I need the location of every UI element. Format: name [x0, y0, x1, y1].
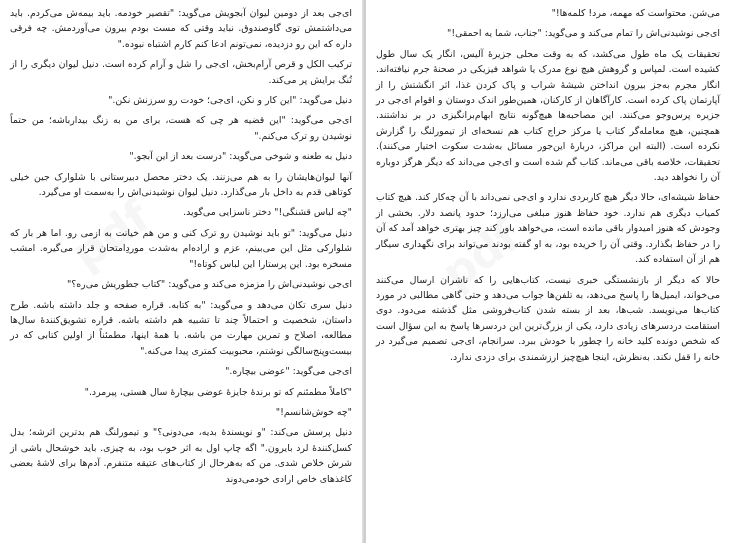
left-paragraph-1: ای‌جی بعد از دومین لیوان آبجویش می‌گوید: "تقصیر خودمه. باید بیمه‌ش می‌کردم. باید می‌داشتمش توی گاوصندوق. نباید وقتی که مست بودم بیرون می‌آوردمش. چه فرقی داره که این رو دزدیده، نمی‌تونم ادعا کنم کارم اشتباه نبوده.": [10, 8, 352, 50]
left-paragraph-7: "چه لباس قشنگی!" دختر ناسزایی می‌گوید.: [183, 207, 352, 219]
left-paragraph-4: ای‌جی می‌گوید: "این قضیه هر چی که هست، برای من به زنگ بیدارباشه؛ من حتماً نوشیدن رو ترک می‌کنم.": [10, 115, 352, 142]
left-paragraph-8: دنیل می‌گوید: "تو باید نوشیدن رو ترک کنی و من هم خیانت به ازمی رو. اما هر بار که شلوارکی مثل این می‌بینم، عزم و اراده‌ام به‌شدت موردِامتحان قرار می‌گیره. امشب مسخره بود. این پرستارا این لباس کوتاه!": [10, 227, 352, 270]
left-paragraph-13: "چه خوش‌شانسم!": [275, 406, 352, 418]
left-paragraph-3: دنیل می‌گوید: "این کار و نکن، ای‌جی؛ خودت رو سرزنش نکن.": [108, 95, 352, 107]
left-paragraph-11: ای‌جی می‌گوید: "عوضی بیچاره.": [225, 366, 352, 378]
right-paragraph-4: حفاظ شیشه‌ای، حالا دیگر هیچ کاربردی ندارد و ای‌جی نمی‌داند با آن چه‌کار کند. هیچ کتاب کمیاب دیگری هم ندارد. خود حفاظ هنوز مبلغی می‌ارزد؛ حدود پانصد دلار. بخشی از وجودش که هنوز امیدوار باقی مانده است، می‌خواهد باور کند چیز بهتری خواهد آمد که آن را در حفاظ بگذارد. وقتی آن را خریده بود، به او گفته بودند می‌تواند برای نگهداری سیگار هم از آن استفاده کند.: [376, 192, 720, 266]
right-paragraph-2: ای‌جی نوشیدنی‌اش را تمام می‌کند و می‌گوید: "جناب، شما یه احمقی!": [447, 28, 720, 40]
left-page: [0, 0, 364, 543]
left-paragraph-5: دنیل به طعنه و شوخی می‌گوید: "درست بعد از این آبجو.": [129, 151, 352, 163]
left-paragraph-9: ای‌جی نوشیدنی‌اش را مزمزه می‌کند و می‌گوید: "کتاب جطوریش می‌ره؟": [66, 279, 352, 291]
left-paragraph-10: دنیل سری تکان می‌دهد و می‌گوید: "به کتابه. قراره صفحه و جلد داشته باشه. طرح داستان، شخصیت و احتمالاً چند تا تشبیه هم داشته باشه. قراره تشویق‌کنندهٔ سال‌ها مطالعه، اصلاح و تمرین مهارت من باشه. با همهٔ اینها، مطمئناً از اولین کتابی که در بیست‌وپنج‌سالگی نوشتم، محبوبیت کمتری پیدا می‌کنه.": [10, 299, 352, 357]
right-paragraph-3: تحقیقات یک ماه طول می‌کشد، که به وقت محلی جزیرهٔ آلیس، انگار یک سال طول کشیده است. لمپاس و گروهش هیچ نوع مدرک یا شواهد فیزیکی در صحنهٔ جرم نیافته‌اند. انگار مجرم به‌جز بیرون انداختن شیشهٔ شراب و پاک کردن غذا، اثر انگشتش را از آپارتمان پاک کرده است. کارآگاهان از کارکنان، همین‌طور اندک دوستان و اقوام ای‌جی در جزیره پرس‌وجو می‌کنند. این مصاحبه‌ها هیچ‌گونه نتایج ابهام‌برانگیزی در بر نداشتند. همچنین، هیچ معامله‌گر کتاب یا مرکز حراج کتاب هم نسخه‌ای از تیمورلنگ را گزارش نکرده است. (البته این مراکز، دربارهٔ این‌جور مسائل به‌شدت سکوت اختیار می‌کنند). تحقیقات، خلاصه باقی می‌ماند. کتاب گم شده است و ای‌جی می‌داند که دیگر هرگز دوباره آن را نخواهد دید.: [376, 48, 720, 184]
left-paragraph-6: آنها لیوان‌هایشان را به هم می‌زنند. یک دختر محصل دبیرستانی با شلوارک جین خیلی کوتاهی قدم به داخل بار می‌گذارد. دنیل لیوان نوشیدنی‌اش را به‌سمت او می‌گیرد.: [10, 171, 352, 199]
right-paragraph-1: می‌شن. محتواست که مهمه، مرد! کلمه‌ها!": [551, 8, 720, 19]
right-page: [366, 0, 732, 543]
left-paragraph-12: "کاملاً مطمئنم که تو برندهٔ جایزهٔ عوضی بیچارهٔ سال هستی، پیرمرد.": [84, 386, 352, 398]
right-paragraph-5: حالا که دیگر از بازنشستگی خبری نیست، کتاب‌هایی را که ناشران ارسال می‌کنند می‌خواند، ایمیل‌ها را پاسخ می‌دهد، به تلفن‌ها جواب می‌دهد و حتی گاهی مطالبی در مورد کتاب‌ها می‌نویسد. شب‌ها، بعد از بسته شدن کتاب‌فروشی مثل گذشته می‌دود. دوی استقامت دردسرهای زیادی دارد، یکی از بزرگ‌ترین این دردسرها پاسخ به این سؤال است که شخص دونده کلید خانه را چطور با خودش ببرد. سرانجام، ای‌جی تصمیم می‌گیرد در خانه را قفل نکند. به‌نظرش، اینجا هیچ‌چیز ارزشمندی برای دزدی ندارد.: [376, 274, 720, 363]
left-paragraph-2: ترکیب الکل و قرص آرام‌بخش، ای‌جی را شل و آرام کرده است. دنیل لیوان دیگری را از تُنگ برایش پر می‌کند.: [10, 59, 352, 86]
left-paragraph-14: دنیل پرسش می‌کند: "و نویسندهٔ بدیه، می‌دونی؟" و تیمورلنگ هم بدترین اثرشه؛ بدل کسل‌کنندهٔ لرد بایرون." اگه چاپ اول به اثر خوب بود، به چیزی. باید خوشحال باشی از شرش خلاص شدی. من که به‌هرحال از کتاب‌های عتیقه متنفرم. آدم‌ها برای لاشهٔ بعضی کاغذهای خاص ارادی خودمی‌دوند: [10, 427, 352, 485]
